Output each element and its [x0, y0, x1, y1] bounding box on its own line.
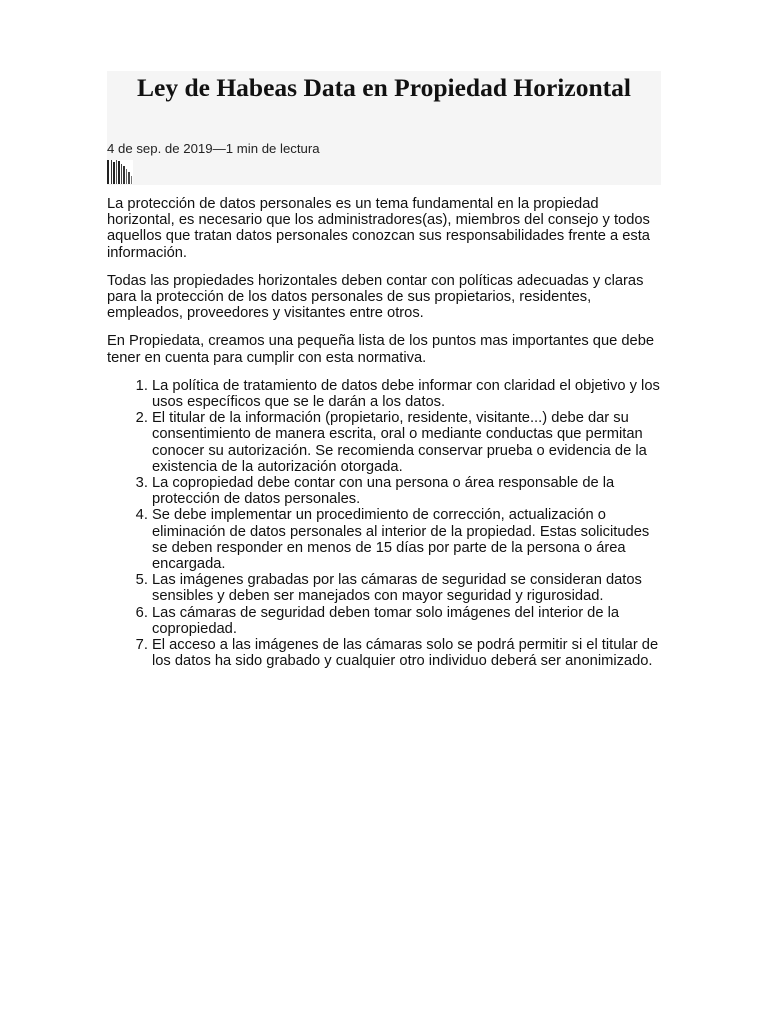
key-points-list [107, 378, 667, 670]
article-body [107, 196, 667, 669]
author-avatar-icon [107, 160, 133, 184]
paragraph: La protección de datos personales es un tema fundamental en la propiedad horizontal, es necesario que los administradores(as), miembros del consejo y todos aquellos que tratan datos personales conozcan sus responsabilidades frente a esta información. [107, 196, 650, 261]
paragraph: En Propiedata, creamos una pequeña lista de los puntos mas importantes que debe tener en cuenta para cumplir con esta normativa. [107, 333, 655, 366]
list-item: 4. Se debe implementar un procedimiento de corrección, actualización o eliminación de datos personales al interior de la propiedad. Estas solicitudes se deben responder en menos de 15 días por parte de la persona o área encargada. [152, 507, 667, 572]
article-title: Ley de Habeas Data en Propiedad Horizontal [137, 73, 631, 102]
list-item: 7. El acceso a las imágenes de las cámaras solo se podrá permitir si el titular de los datos ha sido grabado y cualquier otro individuo deberá ser anonimizado. [152, 637, 667, 669]
article-meta: 4 de sep. de 2019—1 min de lectura [107, 141, 320, 156]
list-item: 6. Las cámaras de seguridad deben tomar solo imágenes del interior de la copropiedad. [152, 605, 667, 637]
list-item: 1. La política de tratamiento de datos debe informar con claridad el objetivo y los usos específicos que se le darán a los datos. [152, 378, 667, 410]
list-item: 5. Las imágenes grabadas por las cámaras de seguridad se consideran datos sensibles y deben ser manejados con mayor seguridad y rigurosidad. [152, 572, 667, 604]
list-item: 2. El titular de la información (propietario, residente, visitante...) debe dar su consentimiento de manera escrita, oral o mediante conductas que permitan conocer su autorización. Se recomienda conservar prueba o evidencia de la existencia de la autorización otorgada. [152, 410, 667, 475]
article-header [107, 71, 661, 185]
list-item: 3. La copropiedad debe contar con una persona o área responsable de la protección de datos personales. [152, 475, 667, 507]
paragraph: Todas las propiedades horizontales deben contar con políticas adecuadas y claras para la protección de los datos personales de sus propietarios, residentes, empleados, proveedores y visitantes entre otros. [107, 272, 644, 322]
